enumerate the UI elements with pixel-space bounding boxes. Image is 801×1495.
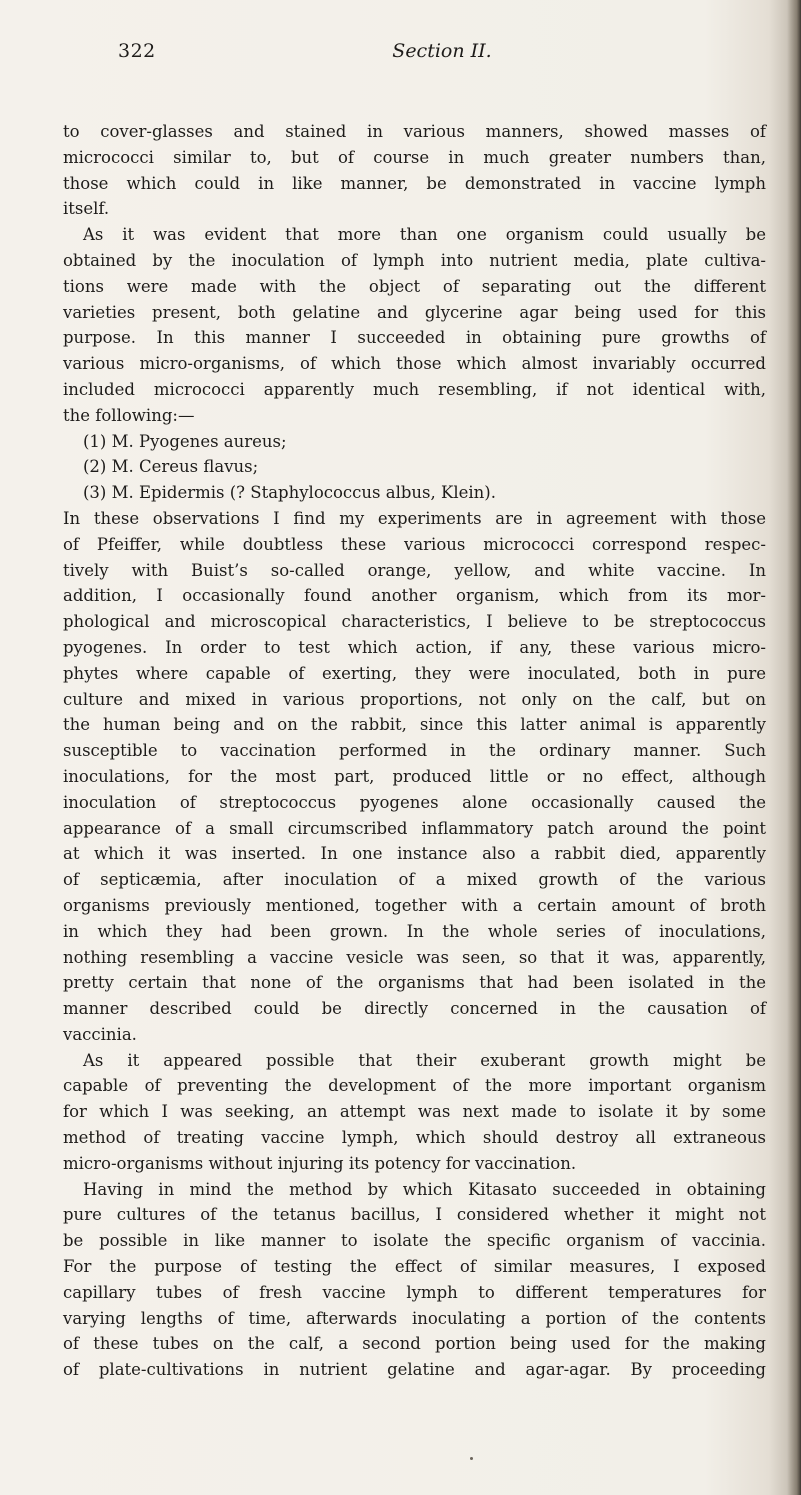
text-line: capable of preventing the development of the more important organism [63,1076,766,1096]
text-line: the human being and on the rabbit, since this latter animal is apparently [63,715,766,735]
text-line: of Pfeiffer, while doubtless these various micrococci correspond respec- [63,534,766,554]
text-line: pure cultures of the tetanus bacillus, I considered whether it might not [63,1205,766,1225]
text-line: nothing resembling a vaccine vesicle was seen, so that it was, apparently, [63,947,766,967]
text-line: For the purpose of testing the effect of similar measures, I exposed [63,1257,766,1277]
text-line: pyogenes. In order to test which action, if any, these various micro- [63,637,766,657]
page-number: 322 [118,40,156,62]
text-line: the following:— [63,405,195,425]
text-line: susceptible to vaccination performed in the ordinary manner. Such [63,741,766,761]
text-line: tively with Buist’s so-called orange, yellow, and white vaccine. In [63,560,766,580]
text-line: at which it was inserted. In one instance also a rabbit died, apparently [63,844,766,864]
text-line: phytes where capable of exerting, they were inoculated, both in pure [63,663,766,683]
text-line: included micrococci apparently much resembling, if not identical with, [63,379,766,399]
text-line: capillary tubes of fresh vaccine lymph to different temperatures for [63,1282,766,1302]
text-line: purpose. In this manner I succeeded in obtaining pure growths of [63,328,766,348]
page-header [118,40,766,70]
list-item: (3) M. Epidermis (? Staphylococcus albus, Klein). [83,483,496,503]
text-line: varieties present, both gelatine and glycerine agar being used for this [63,302,766,322]
text-line: In these observations I find my experiments are in agreement with those [63,508,766,528]
text-line: various micro-organisms, of which those which almost invariably occurred [63,354,766,374]
text-line: As it appeared possible that their exuberant growth might be [83,1050,766,1070]
text-line: manner described could be directly concerned in the causation of [63,999,766,1019]
text-line: for which I was seeking, an attempt was next made to isolate it by some [63,1102,766,1122]
text-line: micrococci similar to, but of course in much greater numbers than, [63,147,766,167]
text-line: organisms previously mentioned, together with a certain amount of broth [63,895,766,915]
text-line: of septicæmia, after inoculation of a mixed growth of the various [63,870,766,890]
text-line: itself. [63,199,110,219]
text-line: inoculations, for the most part, produced little or no effect, although [63,766,766,786]
list-item: (1) M. Pyogenes aureus; [83,431,287,451]
text-line: pretty certain that none of the organisms that had been isolated in the [63,973,766,993]
text-line: varying lengths of time, afterwards inoculating a portion of the contents [63,1308,766,1328]
text-line: in which they had been grown. In the whole series of inoculations, [63,921,766,941]
body-text [63,119,766,1383]
text-line: micro-organisms without injuring its potency for vaccination. [63,1153,577,1173]
text-line: tions were made with the object of separating out the different [63,276,766,296]
text-line: inoculation of streptococcus pyogenes alone occasionally caused the [63,792,766,812]
text-line: method of treating vaccine lymph, which should destroy all extraneous [63,1128,766,1148]
text-line: those which could in like manner, be demonstrated in vaccine lymph [63,173,766,193]
text-line: obtained by the inoculation of lymph into nutrient media, plate cultiva- [63,250,766,270]
text-line: Having in mind the method by which Kitasato succeeded in obtaining [83,1179,766,1199]
text-line: phological and microscopical characteristics, I believe to be streptococcus [63,612,766,632]
text-line: of these tubes on the calf, a second portion being used for the making [63,1334,766,1354]
text-line: culture and mixed in various proportions, not only on the calf, but on [63,689,766,709]
text-line: addition, I occasionally found another organism, which from its mor- [63,586,766,606]
print-speck [470,1457,473,1460]
page-edge-shadow [787,0,801,1495]
running-head: Section II. [392,40,492,62]
text-line: of plate-cultivations in nutrient gelatine and agar-agar. By proceeding [63,1360,766,1380]
text-line: appearance of a small circumscribed inflammatory patch around the point [63,818,766,838]
text-line: to cover-glasses and stained in various manners, showed masses of [63,122,766,141]
text-line: As it was evident that more than one organism could usually be [83,225,766,245]
list-item: (2) M. Cereus flavus; [83,457,259,477]
text-line: vaccinia. [63,1024,137,1044]
text-line: be possible in like manner to isolate the specific organism of vaccinia. [63,1231,766,1251]
